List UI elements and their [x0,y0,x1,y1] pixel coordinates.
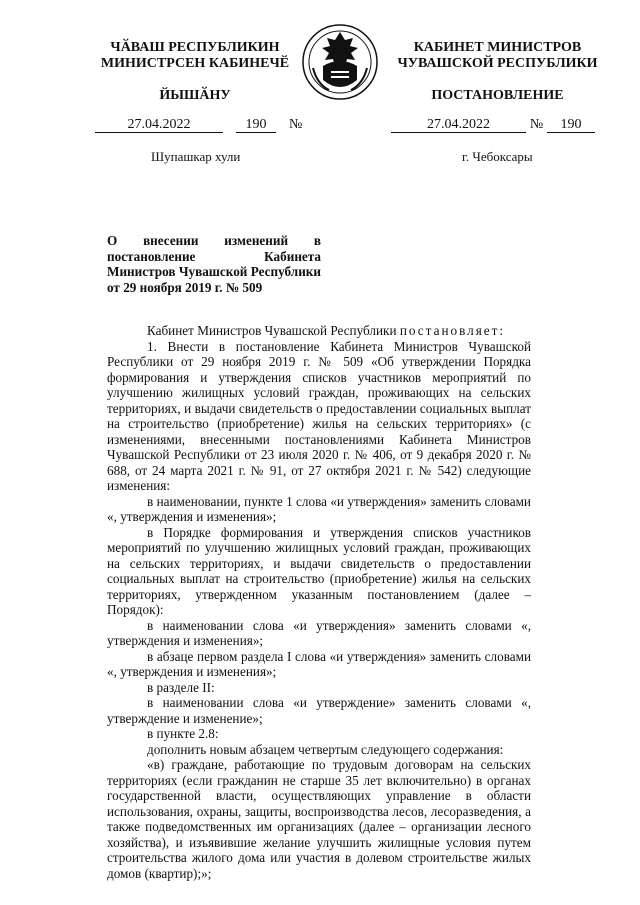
left-date: 27.04.2022 [95,117,223,133]
body-paragraph: дополнить новым абзацем четвертым следующего содержания: [147,741,504,757]
document-body [107,323,531,881]
body-paragraph: в наименовании слова «и утверждения» заменить словами «, утверждения и изменения»; [107,617,531,648]
body-paragraph: 1. Внести в постановление Кабинета Министров Чувашской Республики от 29 ноября 2019 г. № 509 «Об утверждении Порядка формирования и утверждения списков участников мероприятий по улучшению жилищных условий граждан, проживающих на сельских территориях, и выдачи свидетельств о предоставлении социальных выплат на строительство (приобретение) жилья на сельских территориях» (с изменениями, внесенными постановлениями Кабинета Министров Чувашской Республики от 23 июля 2020 г. № 406, от 9 декабря 2020 г. № 688, от 24 марта 2021 г. № 91, от 27 октября 2021 г. № 542) следующие изменения: [107,338,531,493]
body-paragraph: в пункте 2.8: [147,726,219,741]
right-number-sign: № [529,117,544,132]
issuer-chuvash [95,40,295,72]
left-number-sign: № [289,117,303,132]
body-paragraph: в наименовании слова «и утверждение» заменить словами «, утверждение и изменение»; [107,695,531,726]
right-date: 27.04.2022 [391,117,526,133]
intro-verb: постановляет: [399,323,506,338]
issuer-russian-line2: ЧУВАШСКОЙ РЕСПУБЛИКИ [397,56,598,71]
left-number: 190 [236,117,276,133]
coat-of-arms-emblem [301,22,379,102]
intro-paragraph [107,323,531,339]
body-paragraph: «в) граждане, работающие по трудовым договорам на сельских территориях (если гражданин не старше 35 лет включительно) в органах государственной власти, осуществляющих управление в области использования, охраны, защиты, воспроизводства лесов, лесоразведения, а также подведомственных им организациях (далее – организации лесного хозяйства), и изъявившие желание улучшить жилищные условия путем строительства жилого дома или участия в долевом строительстве жилых домов (квартир);»; [107,757,531,881]
issuer-russian-line1: КАБИНЕТ МИНИСТРОВ [413,40,582,55]
document-kind-russian: ПОСТАНОВЛЕНИЕ [431,88,564,103]
body-paragraph: в разделе II: [147,679,215,695]
issuer-chuvash-line1: ЧӐВАШ РЕСПУБЛИКИН [110,40,280,55]
issuer-russian [390,40,605,72]
document-kind-chuvash: ЙЫШӐНУ [159,88,231,103]
right-date-number-line [391,117,595,133]
left-city: Шупашкар хули [151,149,241,164]
body-paragraph: в Порядке формирования и утверждения списков участников мероприятий по улучшению жилищных условий граждан, проживающих на сельских территориях, и выдачи свидетельств о предоставлении социальных выплат на строительство (приобретение) жилья на сельских территориях, утвержденном указанным постановлением (далее – Порядок): [107,524,531,617]
right-number: 190 [547,117,595,133]
body-paragraph: в абзаце первом раздела I слова «и утверждения» заменить словами «, утверждения и изменения»; [107,648,531,679]
issuer-chuvash-line2: МИНИСТРСЕН КАБИНЕЧӖ [100,56,290,71]
right-city: г. Чебоксары [462,149,533,164]
document-title: О внесении изменений в постановление Кабинета Министров Чувашской Республики от 29 ноября 2019 г. № 509 [107,233,321,295]
intro-lead: Кабинет Министров Чувашской Республики [147,323,397,338]
left-date-number-line [95,117,302,133]
body-paragraph: в наименовании, пункте 1 слова «и утверждения» заменить словами «, утверждения и изменения»; [107,493,531,524]
